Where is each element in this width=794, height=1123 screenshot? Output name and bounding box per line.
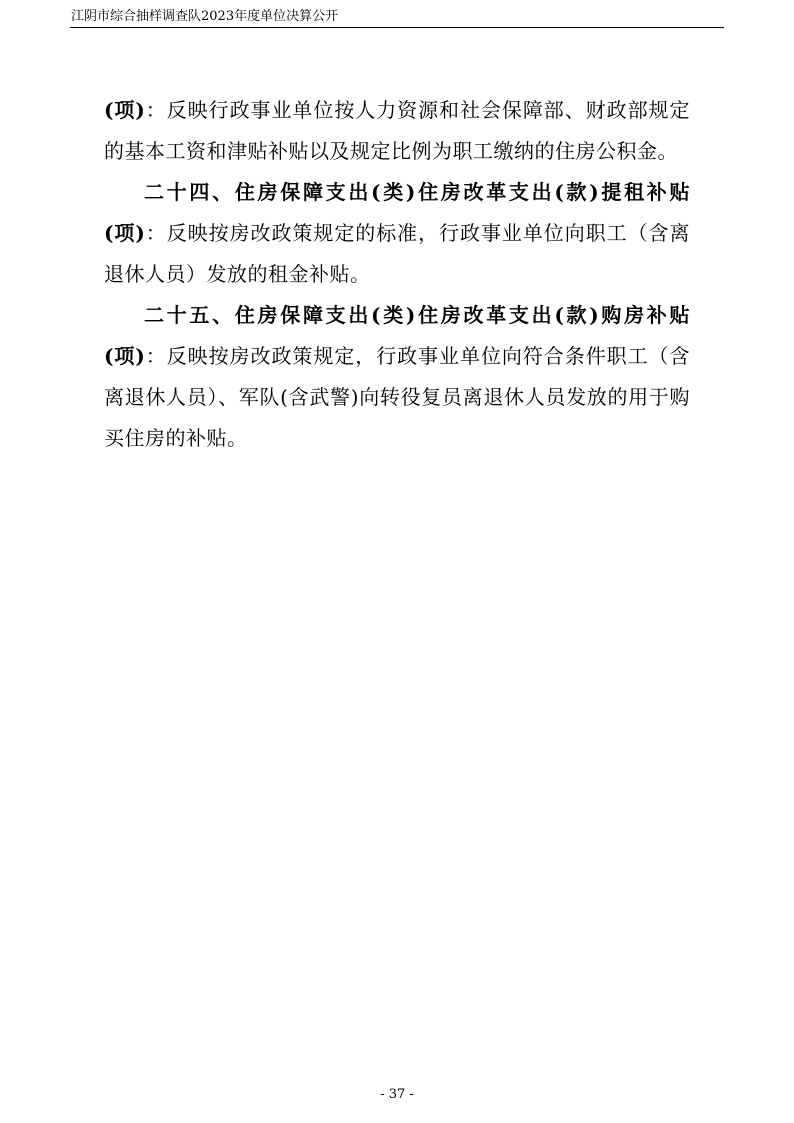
paragraph-text: ：反映按房改政策规定的标准，行政事业单位向职工（含离退休人员）发放的租金补贴。 <box>104 221 690 286</box>
document-body <box>104 90 690 459</box>
paragraph-heading: 二十四、住房保障支出(类)住房改革支出(款)提租补贴(项) <box>104 180 690 245</box>
paragraph-rent-subsidy <box>104 172 690 295</box>
paragraph-text: ：反映按房改政策规定，行政事业单位向符合条件职工（含离退休人员）、军队(含武警)向转役复员离退休人员发放的用于购买住房的补贴。 <box>104 344 690 450</box>
page-header: 江阴市综合抽样调查队2023年度单位决算公开 <box>71 9 339 24</box>
paragraph-heading: 二十五、住房保障支出(类)住房改革支出(款)购房补贴(项) <box>104 303 690 368</box>
paragraph-purchase-subsidy <box>104 295 690 459</box>
paragraph-text: ：反映行政事业单位按人力资源和社会保障部、财政部规定的基本工资和津贴补贴以及规定比例为职工缴纳的住房公积金。 <box>104 98 690 163</box>
paragraph-lead: (项) <box>104 98 146 122</box>
header-divider <box>70 27 724 28</box>
paragraph-housing-fund <box>104 90 690 172</box>
page-number: - 37 - <box>380 1087 414 1102</box>
